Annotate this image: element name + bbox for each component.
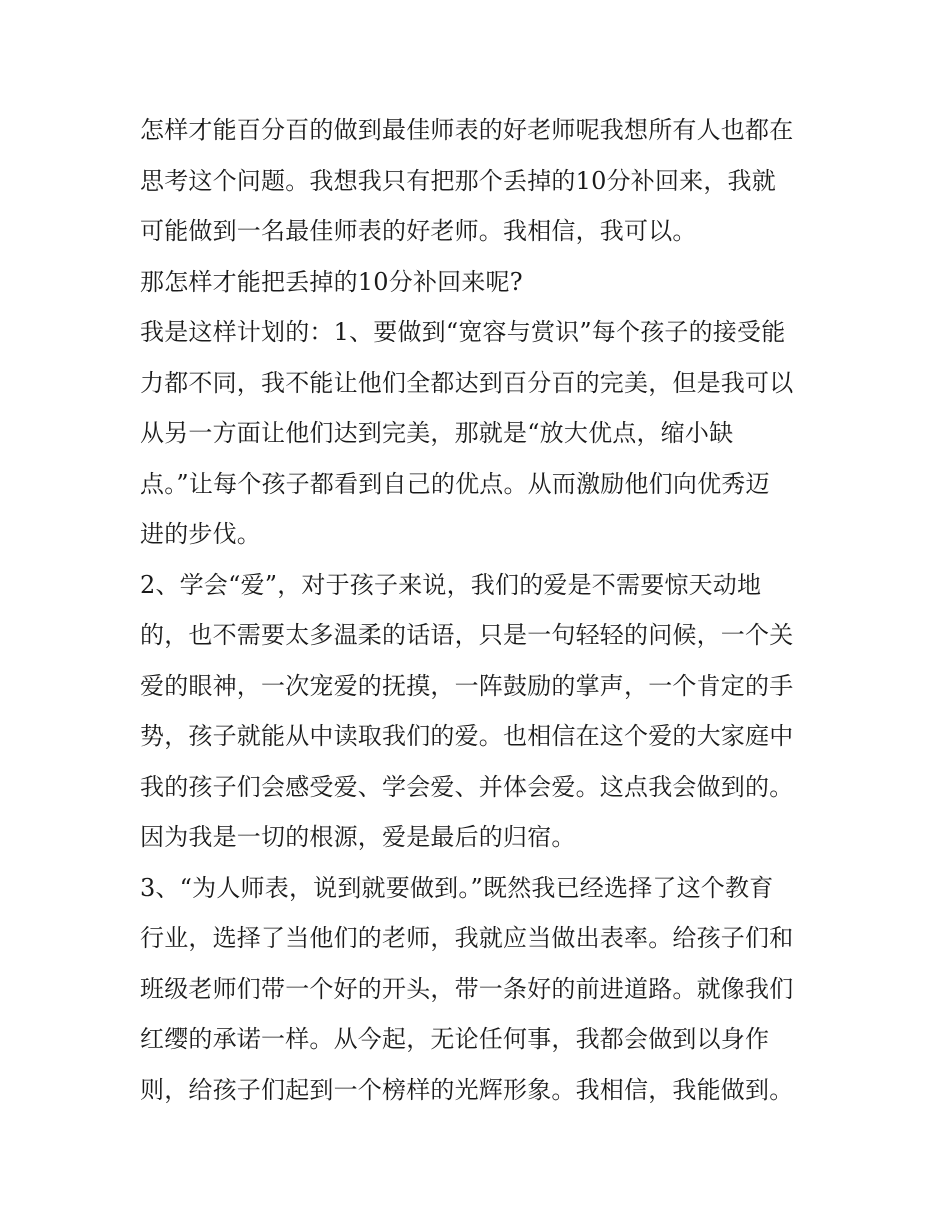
text-line: 我的孩子们会感受爱、学会爱、并体会爱。这点我会做到的。 (140, 772, 794, 801)
text-line: 因为我是一切的根源，爱是最后的归宿。 (140, 823, 576, 851)
text-line: 从另一方面让他们达到完美，那就是“放大优点，缩小缺 (140, 419, 734, 447)
text-line: 势，孩子就能从中读取我们的爱。也相信在这个爱的大家庭中 (140, 722, 794, 750)
text-line: 的，也不需要太多温柔的话语，只是一句轻轻的问候，一个关 (140, 621, 794, 649)
text-line: 3、“为人师表，说到就要做到。”既然我已经选择了这个教育 (140, 873, 774, 902)
text-line: 我是这样计划的：1、要做到“宽容与赏识”每个孩子的接受能 (140, 318, 786, 346)
text-line: 怎样才能百分百的做到最佳师表的好老师呢我想所有人也都在 (140, 116, 794, 144)
text-line: 班级老师们带一个好的开头，带一条好的前进道路。就像我们 (140, 974, 794, 1003)
text-line: 点。”让每个孩子都看到自己的优点。从而激励他们向优秀迈 (140, 469, 770, 498)
text-line: 爱的眼神，一次宠爱的抚摸，一阵鼓励的掌声，一个肯定的手 (140, 671, 794, 700)
text-line: 2、学会“爱”，对于孩子来说，我们的爱是不需要惊天动地 (140, 570, 762, 599)
document-body (140, 105, 830, 1115)
text-line: 行业，选择了当他们的老师，我就应当做出表率。给孩子们和 (140, 924, 794, 952)
text-line: 红缨的承诺一样。从今起，无论任何事，我都会做到以身作 (140, 1025, 770, 1053)
text-line: 则，给孩子们起到一个榜样的光辉形象。我相信，我能做到。 (140, 1075, 794, 1104)
text-line: 思考这个问题。我想我只有把那个丢掉的10分补回来，我就 (140, 166, 776, 195)
text-line: 可能做到一名最佳师表的好老师。我相信，我可以。 (140, 217, 697, 245)
text-line: 进的步伐。 (140, 520, 261, 548)
text-line: 那怎样才能把丢掉的10分补回来呢? (140, 267, 523, 296)
text-line: 力都不同，我不能让他们全都达到百分百的完美，但是我可以 (140, 368, 794, 397)
